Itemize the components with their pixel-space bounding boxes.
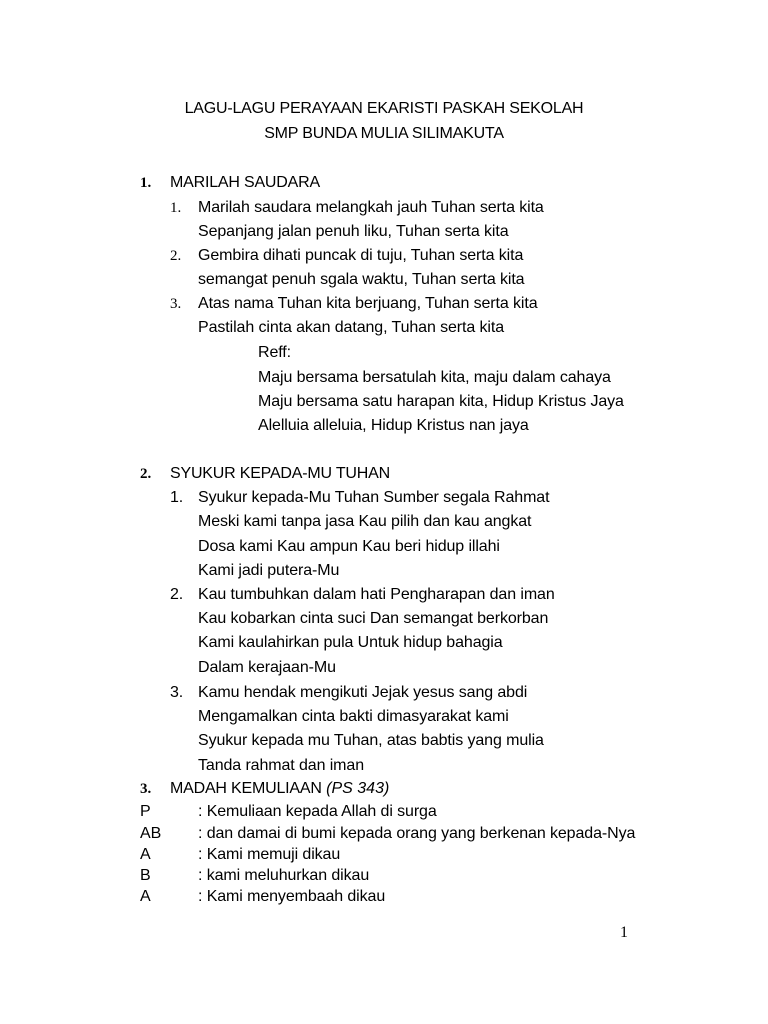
- song-number: 1.: [140, 175, 152, 191]
- speaker-label: P: [140, 803, 151, 820]
- lyric-line: Tanda rahmat dan iman: [198, 757, 365, 774]
- song-number: 3.: [140, 781, 152, 797]
- lyric-line: Kau tumbuhkan dalam hati Pengharapan dan iman: [198, 586, 555, 603]
- verse-number: 3.: [170, 296, 182, 312]
- lyric-line: Kau kobarkan cinta suci Dan semangat berkorban: [198, 610, 549, 627]
- song-title: MADAH KEMULIAAN: [170, 780, 322, 797]
- verse-number: 2.: [170, 248, 182, 264]
- verse-number: 1.: [170, 200, 182, 216]
- page-number: 1: [620, 924, 628, 941]
- lyric-line: Syukur kepada mu Tuhan, atas babtis yang mulia: [198, 732, 544, 749]
- song-subtitle: (PS 343): [326, 780, 390, 797]
- response-text: : Kami menyembaah dikau: [198, 888, 386, 905]
- lyric-line: Kamu hendak mengikuti Jejak yesus sang abdi: [198, 684, 528, 701]
- speaker-label: A: [140, 846, 151, 863]
- refrain-line: Maju bersama bersatulah kita, maju dalam cahaya: [258, 369, 611, 386]
- response-text: : Kemuliaan kepada Allah di surga: [198, 803, 437, 820]
- document-title-line2: SMP BUNDA MULIA SILIMAKUTA: [264, 125, 504, 142]
- lyric-line: Mengamalkan cinta bakti dimasyarakat kami: [198, 708, 509, 725]
- lyric-line: Kami kaulahirkan pula Untuk hidup bahagia: [198, 634, 503, 651]
- verse-number: 1.: [170, 489, 184, 506]
- response-text: : Kami memuji dikau: [198, 846, 341, 863]
- refrain-line: Maju bersama satu harapan kita, Hidup Kristus Jaya: [258, 393, 624, 410]
- verse-number: 2.: [170, 586, 184, 603]
- lyric-line: Gembira dihati puncak di tuju, Tuhan serta kita: [198, 247, 524, 264]
- lyric-line: Syukur kepada-Mu Tuhan Sumber segala Rahmat: [198, 489, 550, 506]
- lyric-line: Dalam kerajaan-Mu: [198, 659, 336, 676]
- lyric-line: Dosa kami Kau ampun Kau beri hidup illahi: [198, 538, 500, 555]
- song-number: 2.: [140, 466, 152, 482]
- lyric-line: Kami jadi putera-Mu: [198, 562, 340, 579]
- lyric-line: Atas nama Tuhan kita berjuang, Tuhan serta kita: [198, 295, 538, 312]
- refrain-label: Reff:: [258, 344, 292, 361]
- speaker-label: A: [140, 888, 151, 905]
- refrain-line: Alelluia alleluia, Hidup Kristus nan jaya: [258, 417, 529, 434]
- verse-number: 3.: [170, 684, 184, 701]
- document-title-line1: LAGU-LAGU PERAYAAN EKARISTI PASKAH SEKOLAH: [184, 100, 584, 117]
- response-text: : dan damai di bumi kepada orang yang berkenan kepada-Nya: [198, 825, 636, 842]
- speaker-label: B: [140, 867, 151, 884]
- speaker-label: AB: [140, 825, 162, 842]
- response-text: : kami meluhurkan dikau: [198, 867, 370, 884]
- song-title: SYUKUR KEPADA-MU TUHAN: [170, 465, 390, 482]
- lyric-line: semangat penuh sgala waktu, Tuhan serta kita: [198, 271, 525, 288]
- lyric-line: Sepanjang jalan penuh liku, Tuhan serta kita: [198, 223, 509, 240]
- lyric-line: Marilah saudara melangkah jauh Tuhan serta kita: [198, 199, 544, 216]
- lyric-line: Pastilah cinta akan datang, Tuhan serta kita: [198, 319, 505, 336]
- song-title: MARILAH SAUDARA: [170, 174, 320, 191]
- song-heading: [170, 780, 389, 798]
- lyric-line: Meski kami tanpa jasa Kau pilih dan kau angkat: [198, 513, 532, 530]
